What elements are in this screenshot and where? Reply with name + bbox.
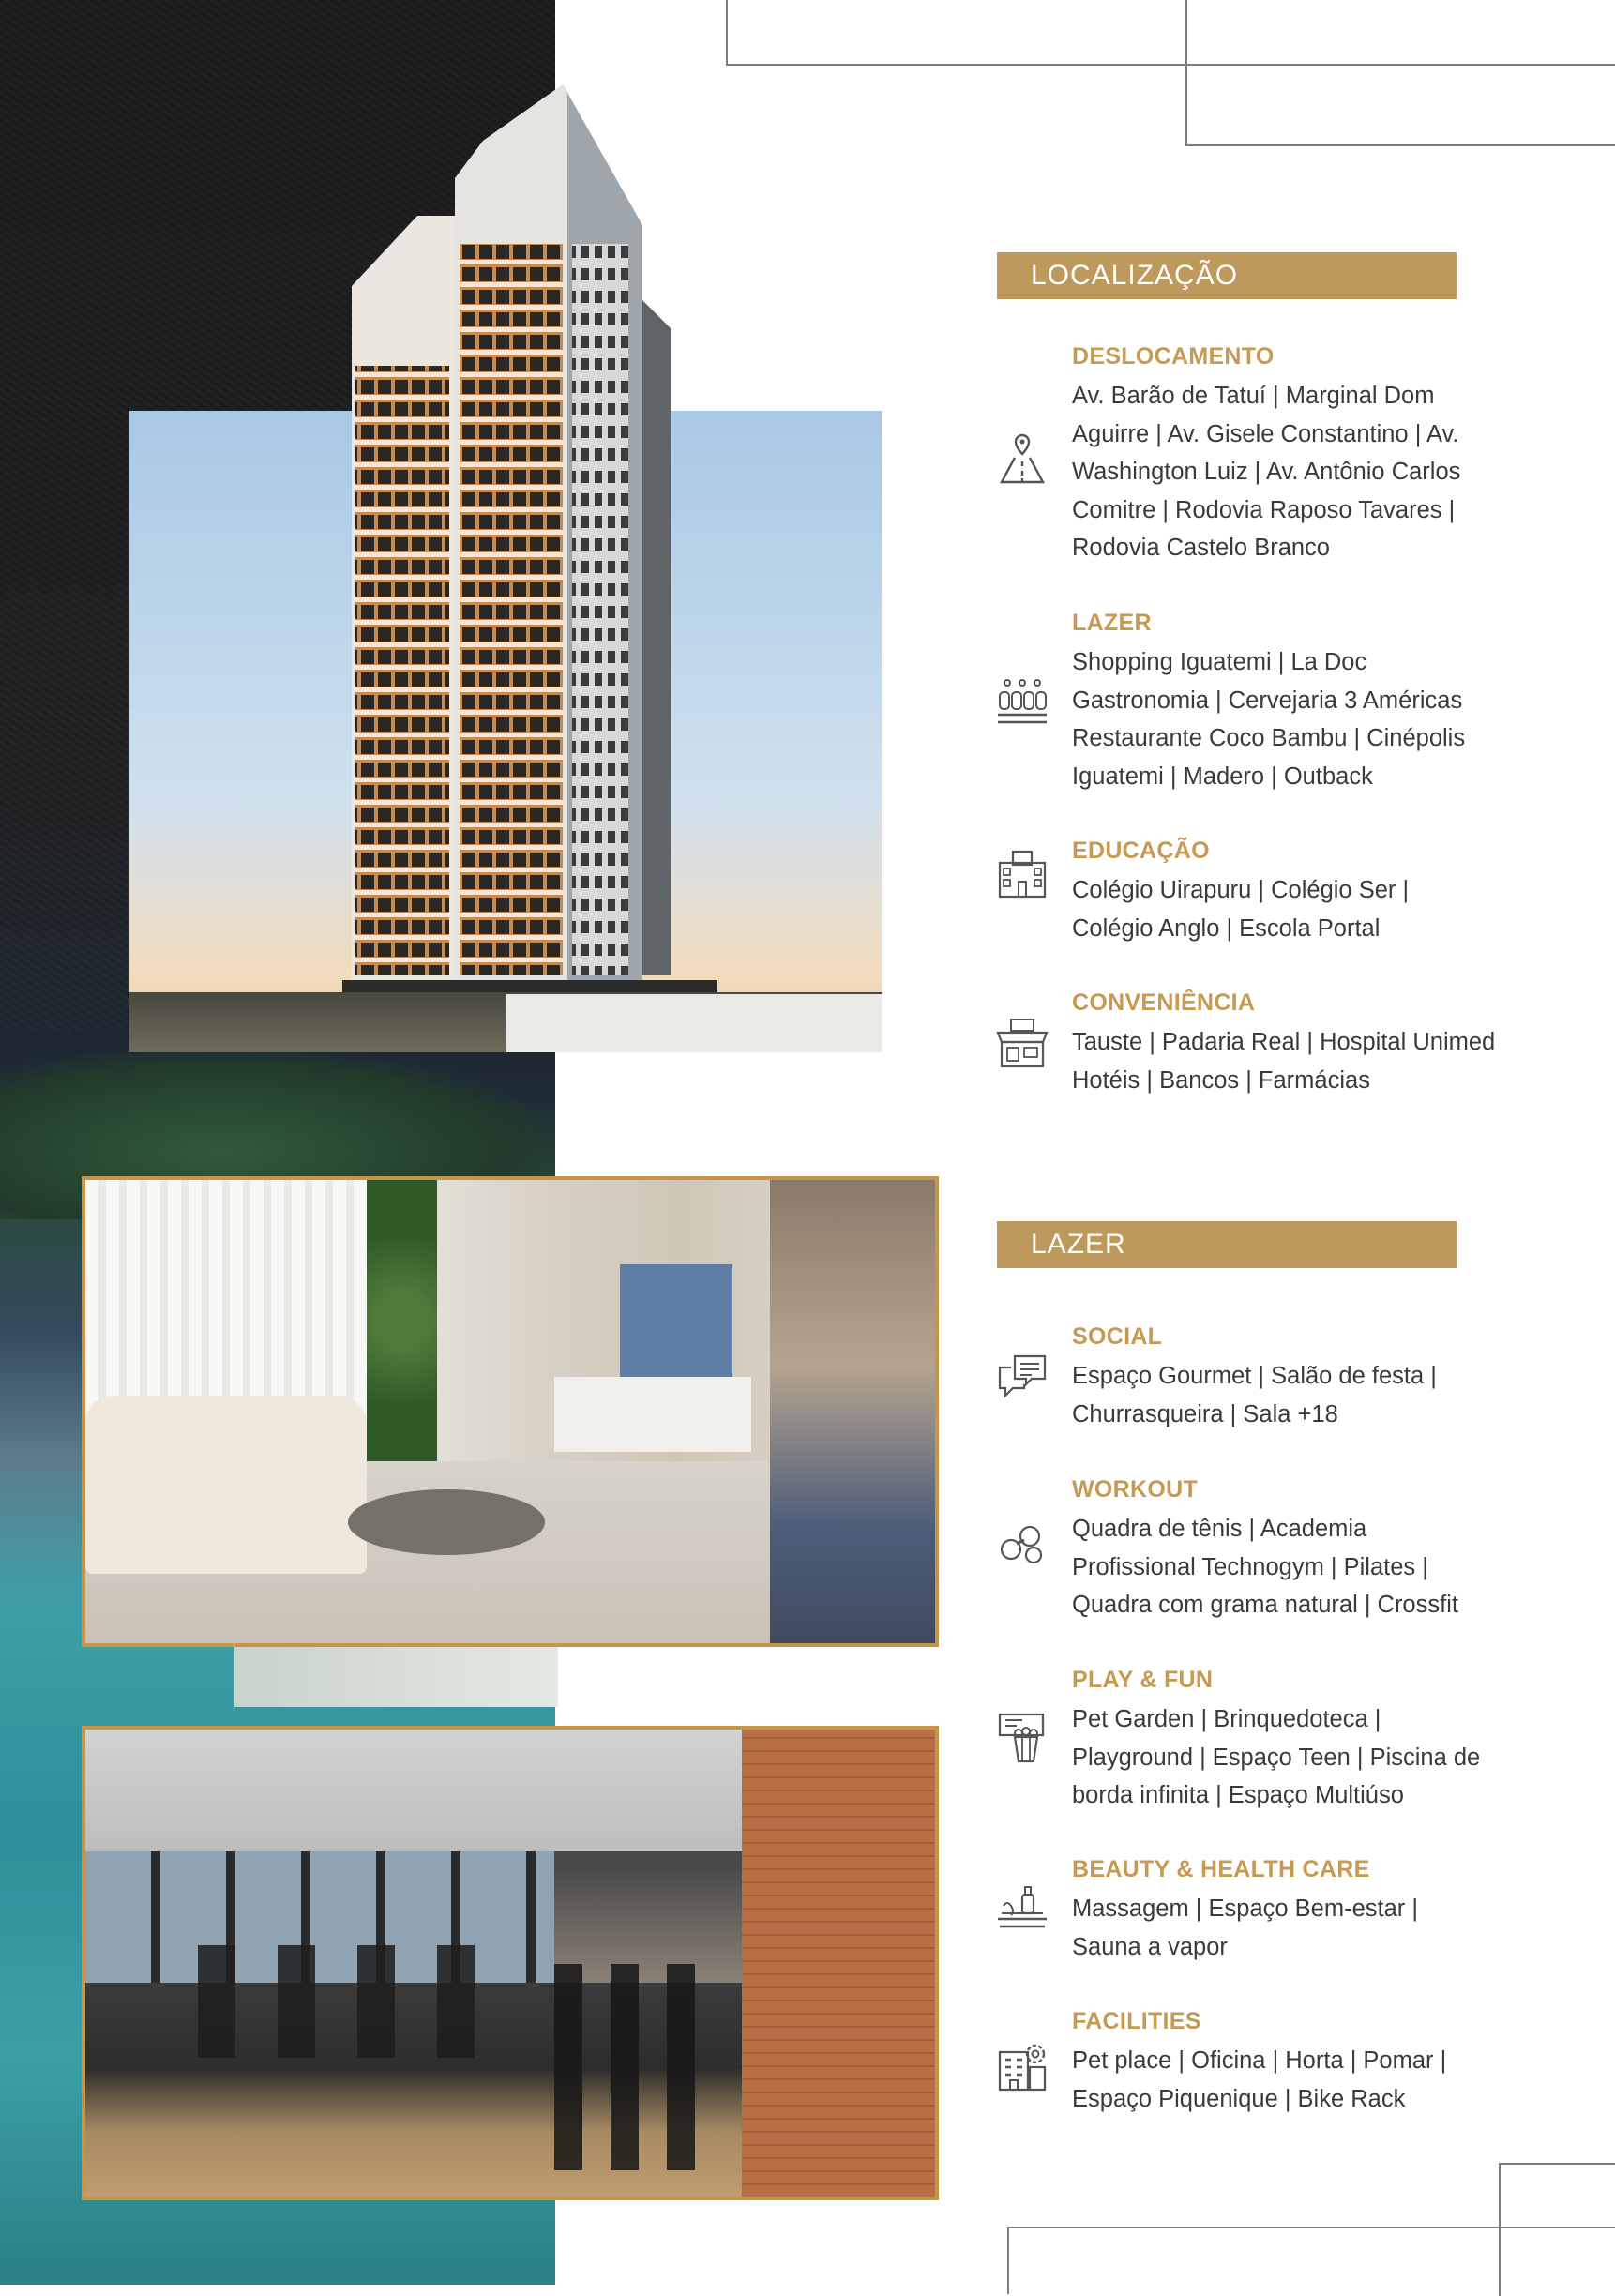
text-line: Shopping Iguatemi | La Doc xyxy=(1072,649,1367,675)
lounge-table xyxy=(348,1489,545,1555)
text-line: Espaço Gourmet | Salão de festa | xyxy=(1072,1363,1437,1389)
store-icon xyxy=(994,1016,1050,1072)
chat-bubbles-icon xyxy=(994,1349,1050,1405)
category-title-social: SOCIAL xyxy=(1072,1323,1163,1350)
category-text-social xyxy=(1072,1357,1541,1433)
text-line: Restaurante Coco Bambu | Cinépolis xyxy=(1072,725,1466,751)
text-line: Massagem | Espaço Bem-estar | xyxy=(1072,1896,1418,1922)
tower-building xyxy=(342,84,717,1079)
text-line: Pet place | Oficina | Horta | Pomar | xyxy=(1072,2047,1447,2074)
category-title-conveniencia: CONVENIÊNCIA xyxy=(1072,989,1256,1016)
text-line: Rodovia Castelo Branco xyxy=(1072,535,1330,561)
category-text-play-fun xyxy=(1072,1700,1541,1815)
text-line: borda infinita | Espaço Multiúso xyxy=(1072,1782,1404,1808)
category-text-deslocamento xyxy=(1072,377,1541,567)
category-title-workout: WORKOUT xyxy=(1072,1476,1199,1503)
category-text-facilities xyxy=(1072,2042,1541,2118)
lounge-sofa xyxy=(85,1396,367,1574)
gym-brick-wall xyxy=(742,1730,935,2197)
building-gear-icon xyxy=(994,2037,1050,2093)
category-title-play-fun: PLAY & FUN xyxy=(1072,1667,1214,1693)
photo-lounge xyxy=(82,1176,939,1647)
text-line: Iguatemi | Madero | Outback xyxy=(1072,763,1373,790)
text-line: Colégio Anglo | Escola Portal xyxy=(1072,914,1381,942)
text-line: Colégio Uirapuru | Colégio Ser | xyxy=(1072,877,1410,903)
lounge-counter xyxy=(554,1377,751,1452)
category-text-educacao xyxy=(1072,871,1541,947)
lounge-blue-wall xyxy=(620,1264,732,1396)
category-title-educacao: EDUCAÇÃO xyxy=(1072,838,1210,864)
text-line: Gastronomia | Cervejaria 3 Américas xyxy=(1072,687,1463,714)
category-title-deslocamento: DESLOCAMENTO xyxy=(1072,343,1275,370)
text-line: Profissional Technogym | Pilates | xyxy=(1072,1553,1428,1580)
category-text-beauty xyxy=(1072,1890,1541,1966)
lounge-shelf xyxy=(770,1180,935,1643)
road-location-icon xyxy=(994,430,1050,486)
text-line: Tauste | Padaria Real | Hospital Unimed xyxy=(1072,1029,1496,1055)
text-line: Pet Garden | Brinquedoteca | xyxy=(1072,1706,1381,1732)
category-title-facilities: FACILITIES xyxy=(1072,2008,1201,2034)
text-line: Comitre | Rodovia Raposo Tavares | xyxy=(1072,496,1456,523)
section-header-lazer: LAZER xyxy=(997,1221,1457,1268)
text-line: Washington Luiz | Av. Antônio Carlos xyxy=(1072,459,1461,485)
school-building-icon xyxy=(994,846,1050,902)
text-line: Quadra de tênis | Academia xyxy=(1072,1516,1367,1542)
frame-bottom-right xyxy=(1499,2163,1615,2296)
lounge-green-wall xyxy=(367,1180,437,1461)
text-line: Aguirre | Av. Gisele Constantino | Av. xyxy=(1072,420,1459,447)
text-line: Espaço Piquenique | Bike Rack xyxy=(1072,2085,1406,2112)
text-line: Playground | Espaço Teen | Piscina de xyxy=(1072,1744,1481,1771)
photo-gym xyxy=(82,1726,939,2200)
spa-care-icon xyxy=(994,1881,1050,1938)
tower-wall xyxy=(506,994,882,1052)
frame-top-right xyxy=(1185,0,1615,146)
text-line: Sauna a vapor xyxy=(1072,1933,1228,1960)
restaurant-tables-icon xyxy=(994,673,1050,730)
category-title-lazer-local: LAZER xyxy=(1072,610,1152,636)
text-line: Quadra com grama natural | Crossfit xyxy=(1072,1592,1458,1618)
category-text-lazer-local xyxy=(1072,643,1541,795)
category-title-beauty: BEAUTY & HEALTH CARE xyxy=(1072,1856,1370,1882)
popcorn-cinema-icon xyxy=(994,1709,1050,1765)
dumbbells-icon xyxy=(994,1516,1050,1572)
section-header-localizacao: LOCALIZAÇÃO xyxy=(997,252,1457,299)
gym-bikes xyxy=(554,1964,723,2170)
text-line: Churrasqueira | Sala +18 xyxy=(1072,1400,1338,1427)
text-line: Hotéis | Bancos | Farmácias xyxy=(1072,1066,1370,1094)
category-text-workout xyxy=(1072,1510,1541,1624)
gym-treadmills xyxy=(198,1945,517,2058)
text-line: Av. Barão de Tatuí | Marginal Dom xyxy=(1072,383,1435,409)
category-text-conveniencia xyxy=(1072,1023,1578,1099)
